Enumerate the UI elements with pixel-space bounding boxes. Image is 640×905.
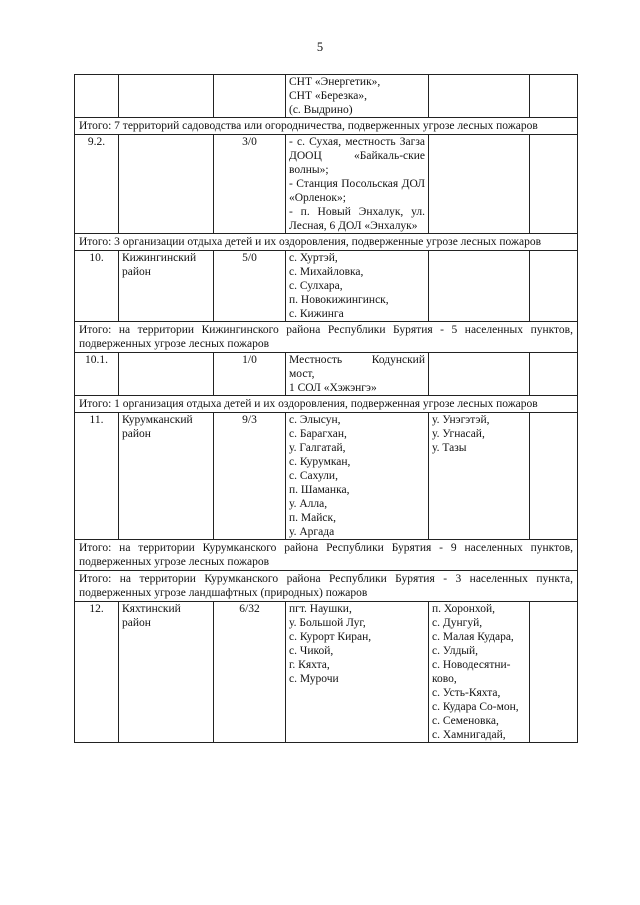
table-row [75,135,578,234]
list-item: с. Хуртэй, [289,252,338,264]
row-number: 10.1. [75,353,119,396]
list-item: СНТ «Березка», [289,90,368,102]
list-item: пгт. Наушки, [289,603,352,615]
table-row [75,75,578,118]
list-item: у. Галгатай, [289,442,346,454]
row-count: 9/3 [214,413,286,540]
summary-row [75,118,578,135]
table-row [75,602,578,743]
row-number: 9.2. [75,135,119,234]
district-name: Кяхтинский район [119,602,214,743]
list-item: у. Аргада [289,526,335,538]
list-item: с. Кижинга [289,308,344,320]
list-item: у. Алла, [289,498,328,510]
list-item: с. Сахули, [289,470,338,482]
row-number: 10. [75,251,119,322]
list-item: Местность Кодунский мост, [289,354,425,380]
settlement-list [286,135,429,234]
settlement-list [286,251,429,322]
table-row [75,251,578,322]
list-item: с. Михайловка, [289,266,364,278]
summary-text: Итого: на территории Курумканского района Республики Бурятия - 9 населенных пунктов, подверженных угрозе лесных пожаров [75,540,578,571]
page-number: 5 [316,40,324,54]
list-item: с. Мурочи [289,673,339,685]
list-item: у. Унэгэтэй, [432,414,490,426]
summary-text: Итого: 1 организация отдыха детей и их оздоровления, подверженная угрозе лесных пожаров [75,396,578,413]
table-row [75,353,578,396]
row-count: 1/0 [214,353,286,396]
settlements-table [74,74,578,743]
summary-text: Итого: на территории Курумканского района Республики Бурятия - 3 населенных пункта, подверженных угрозе ландшафтных (природных) пожаров [75,571,578,602]
summary-row [75,322,578,353]
summary-row [75,396,578,413]
row-number: 11. [75,413,119,540]
list-item: с. Барагхан, [289,428,347,440]
summary-row [75,540,578,571]
list-item: с. Улдый, [432,645,479,657]
settlement-list [286,75,429,118]
list-item: - с. Сухая, местность Загза ДООЦ «Байкаль-ские волны»; [289,136,425,176]
row-number: 12. [75,602,119,743]
list-item: - Станция Посольская ДОЛ «Орленок»; [289,178,425,204]
list-item: с. Новодесятни-ково, [432,659,511,685]
list-item: п. Хоронхой, [432,603,495,615]
list-item: с. Семеновка, [432,715,499,727]
list-item: с. Усть-Кяхта, [432,687,501,699]
list-item: СНТ «Энергетик», [289,76,381,88]
list-item: с. Курумкан, [289,456,351,468]
table-row [75,413,578,540]
list-item: у. Тазы [432,442,467,454]
list-item: с. Чикой, [289,645,334,657]
list-item: у. Большой Луг, [289,617,366,629]
list-item: с. Кудара Со-мон, [432,701,519,713]
list-item: с. Курорт Киран, [289,631,372,643]
settlement-list [286,413,429,540]
list-item: г. Кяхта, [289,659,330,671]
summary-text: Итого: 3 организации отдыха детей и их оздоровления, подверженные угрозе лесных пожаров [75,234,578,251]
list-item: с. Сулхара, [289,280,343,292]
list-item: с. Элысун, [289,414,341,426]
summary-row [75,571,578,602]
landscape-fire-list [429,413,530,540]
list-item: с. Хамнигадай, [432,729,506,741]
district-name: Курумканский район [119,413,214,540]
list-item: с. Малая Кудара, [432,631,514,643]
summary-text: Итого: 7 территорий садоводства или огородничества, подверженных угрозе лесных пожаров [75,118,578,135]
list-item: п. Майск, [289,512,336,524]
landscape-fire-list [429,602,530,743]
list-item: с. Дунгуй, [432,617,483,629]
list-item: п. Шаманка, [289,484,350,496]
list-item: у. Угнасай, [432,428,485,440]
list-item: (с. Выдрино) [289,104,353,116]
district-name: Кижингинский район [119,251,214,322]
list-item: п. Новокижингинск, [289,294,389,306]
row-count: 5/0 [214,251,286,322]
settlement-list [286,353,429,396]
list-item: 1 СОЛ «Хэжэнгэ» [289,382,377,394]
summary-row [75,234,578,251]
row-count: 6/32 [214,602,286,743]
summary-text: Итого: на территории Кижингинского района Республики Бурятия - 5 населенных пунктов, подверженных угрозе лесных пожаров [75,322,578,353]
list-item: - п. Новый Энхалук, ул. Лесная, 6 ДОЛ «Энхалук» [289,206,425,232]
settlement-list [286,602,429,743]
row-count: 3/0 [214,135,286,234]
